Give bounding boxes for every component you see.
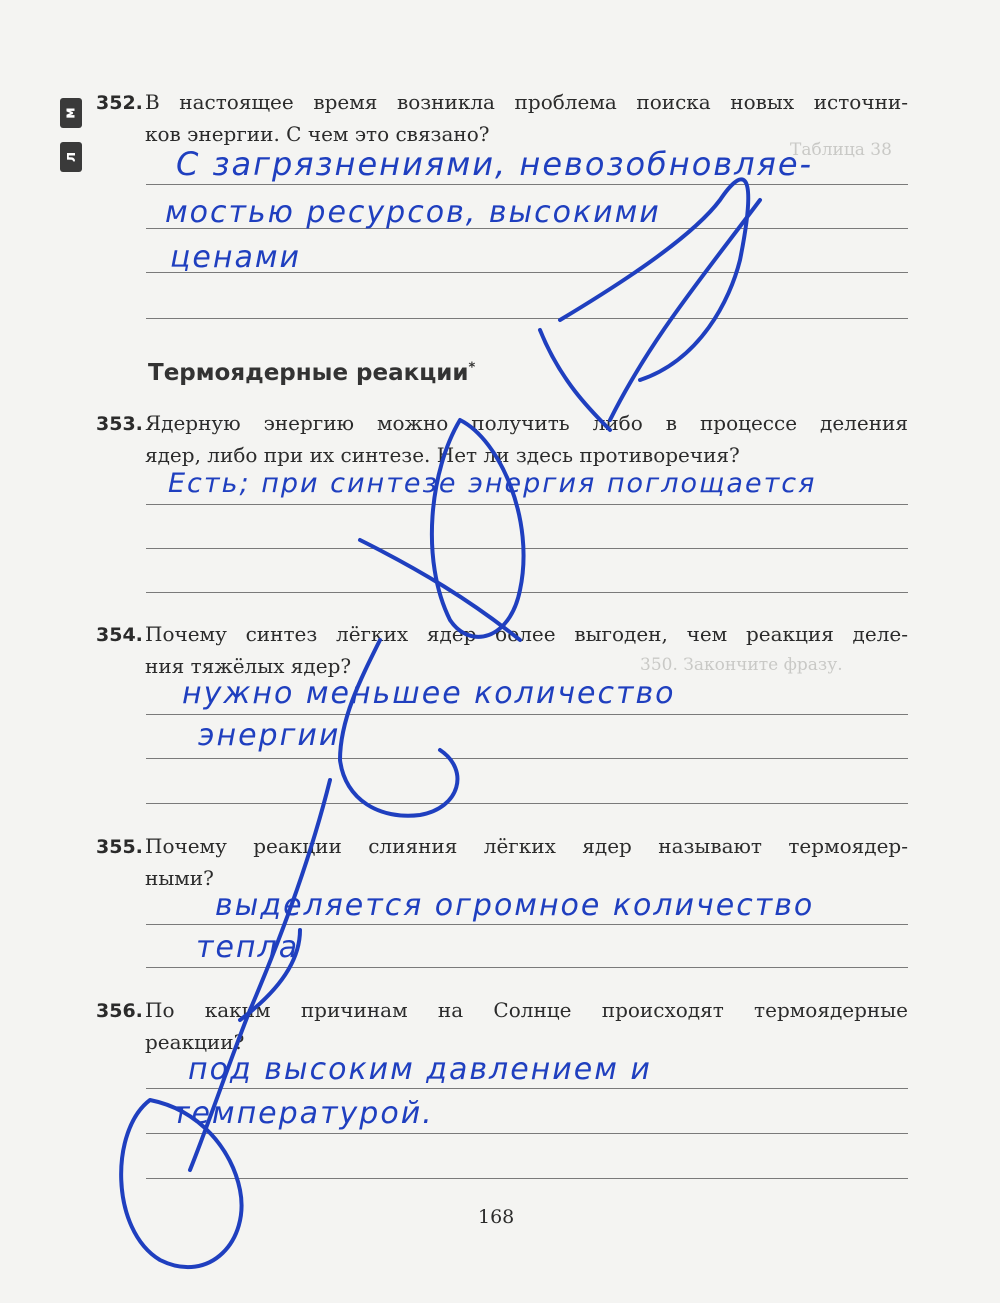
handwritten-answer: выделяется огромное количество: [215, 888, 815, 923]
question-text: По каким причинам на Солнце происходят термоядерные: [145, 998, 908, 1022]
section-heading: Термоядерные реакции*: [148, 360, 476, 386]
question-number: 353.: [96, 413, 143, 435]
bleed-through-text: 350. Закончите фразу.: [640, 655, 843, 675]
handwritten-answer: тепла: [196, 930, 300, 965]
page-number: 168: [478, 1206, 515, 1228]
level-badge-m: м: [60, 98, 82, 128]
question-number: 355.: [96, 836, 143, 858]
level-badge-l: л: [60, 142, 82, 172]
question-number: 354.: [96, 624, 143, 646]
question-text: ния тяжёлых ядер?: [145, 654, 352, 678]
handwritten-answer: ценами: [170, 240, 302, 275]
handwritten-answer: под высоким давлением и: [188, 1052, 652, 1087]
question-text: ными?: [145, 866, 214, 890]
question-text: Почему синтез лёгких ядер более выгоден, чем реакция деле-: [145, 622, 908, 646]
question-text: В настоящее время возникла проблема поиска новых источни-: [145, 90, 908, 114]
handwritten-answer: мостью ресурсов, высокими: [165, 195, 661, 230]
bleed-through-text: Таблица 38: [790, 140, 892, 160]
question-number: 352.: [96, 92, 143, 114]
question-number: 356.: [96, 1000, 143, 1022]
handwritten-answer: С загрязнениями, невозобновляе-: [176, 145, 814, 183]
handwritten-answer: температурой.: [172, 1096, 434, 1131]
question-text: Ядерную энергию можно получить либо в процессе деления: [145, 411, 908, 435]
question-text: ков энергии. С чем это связано?: [145, 122, 490, 146]
question-text: ядер, либо при их синтезе. Нет ли здесь противоречия?: [145, 443, 740, 467]
question-text: Почему реакции слияния лёгких ядер называют термоядер-: [145, 834, 908, 858]
handwritten-answer: нужно меньшее количество: [182, 676, 676, 711]
handwritten-answer: энергии: [198, 718, 341, 753]
handwritten-answer: Есть; при синтезе энергия поглощается: [168, 468, 817, 499]
question-text: реакции?: [145, 1030, 245, 1054]
